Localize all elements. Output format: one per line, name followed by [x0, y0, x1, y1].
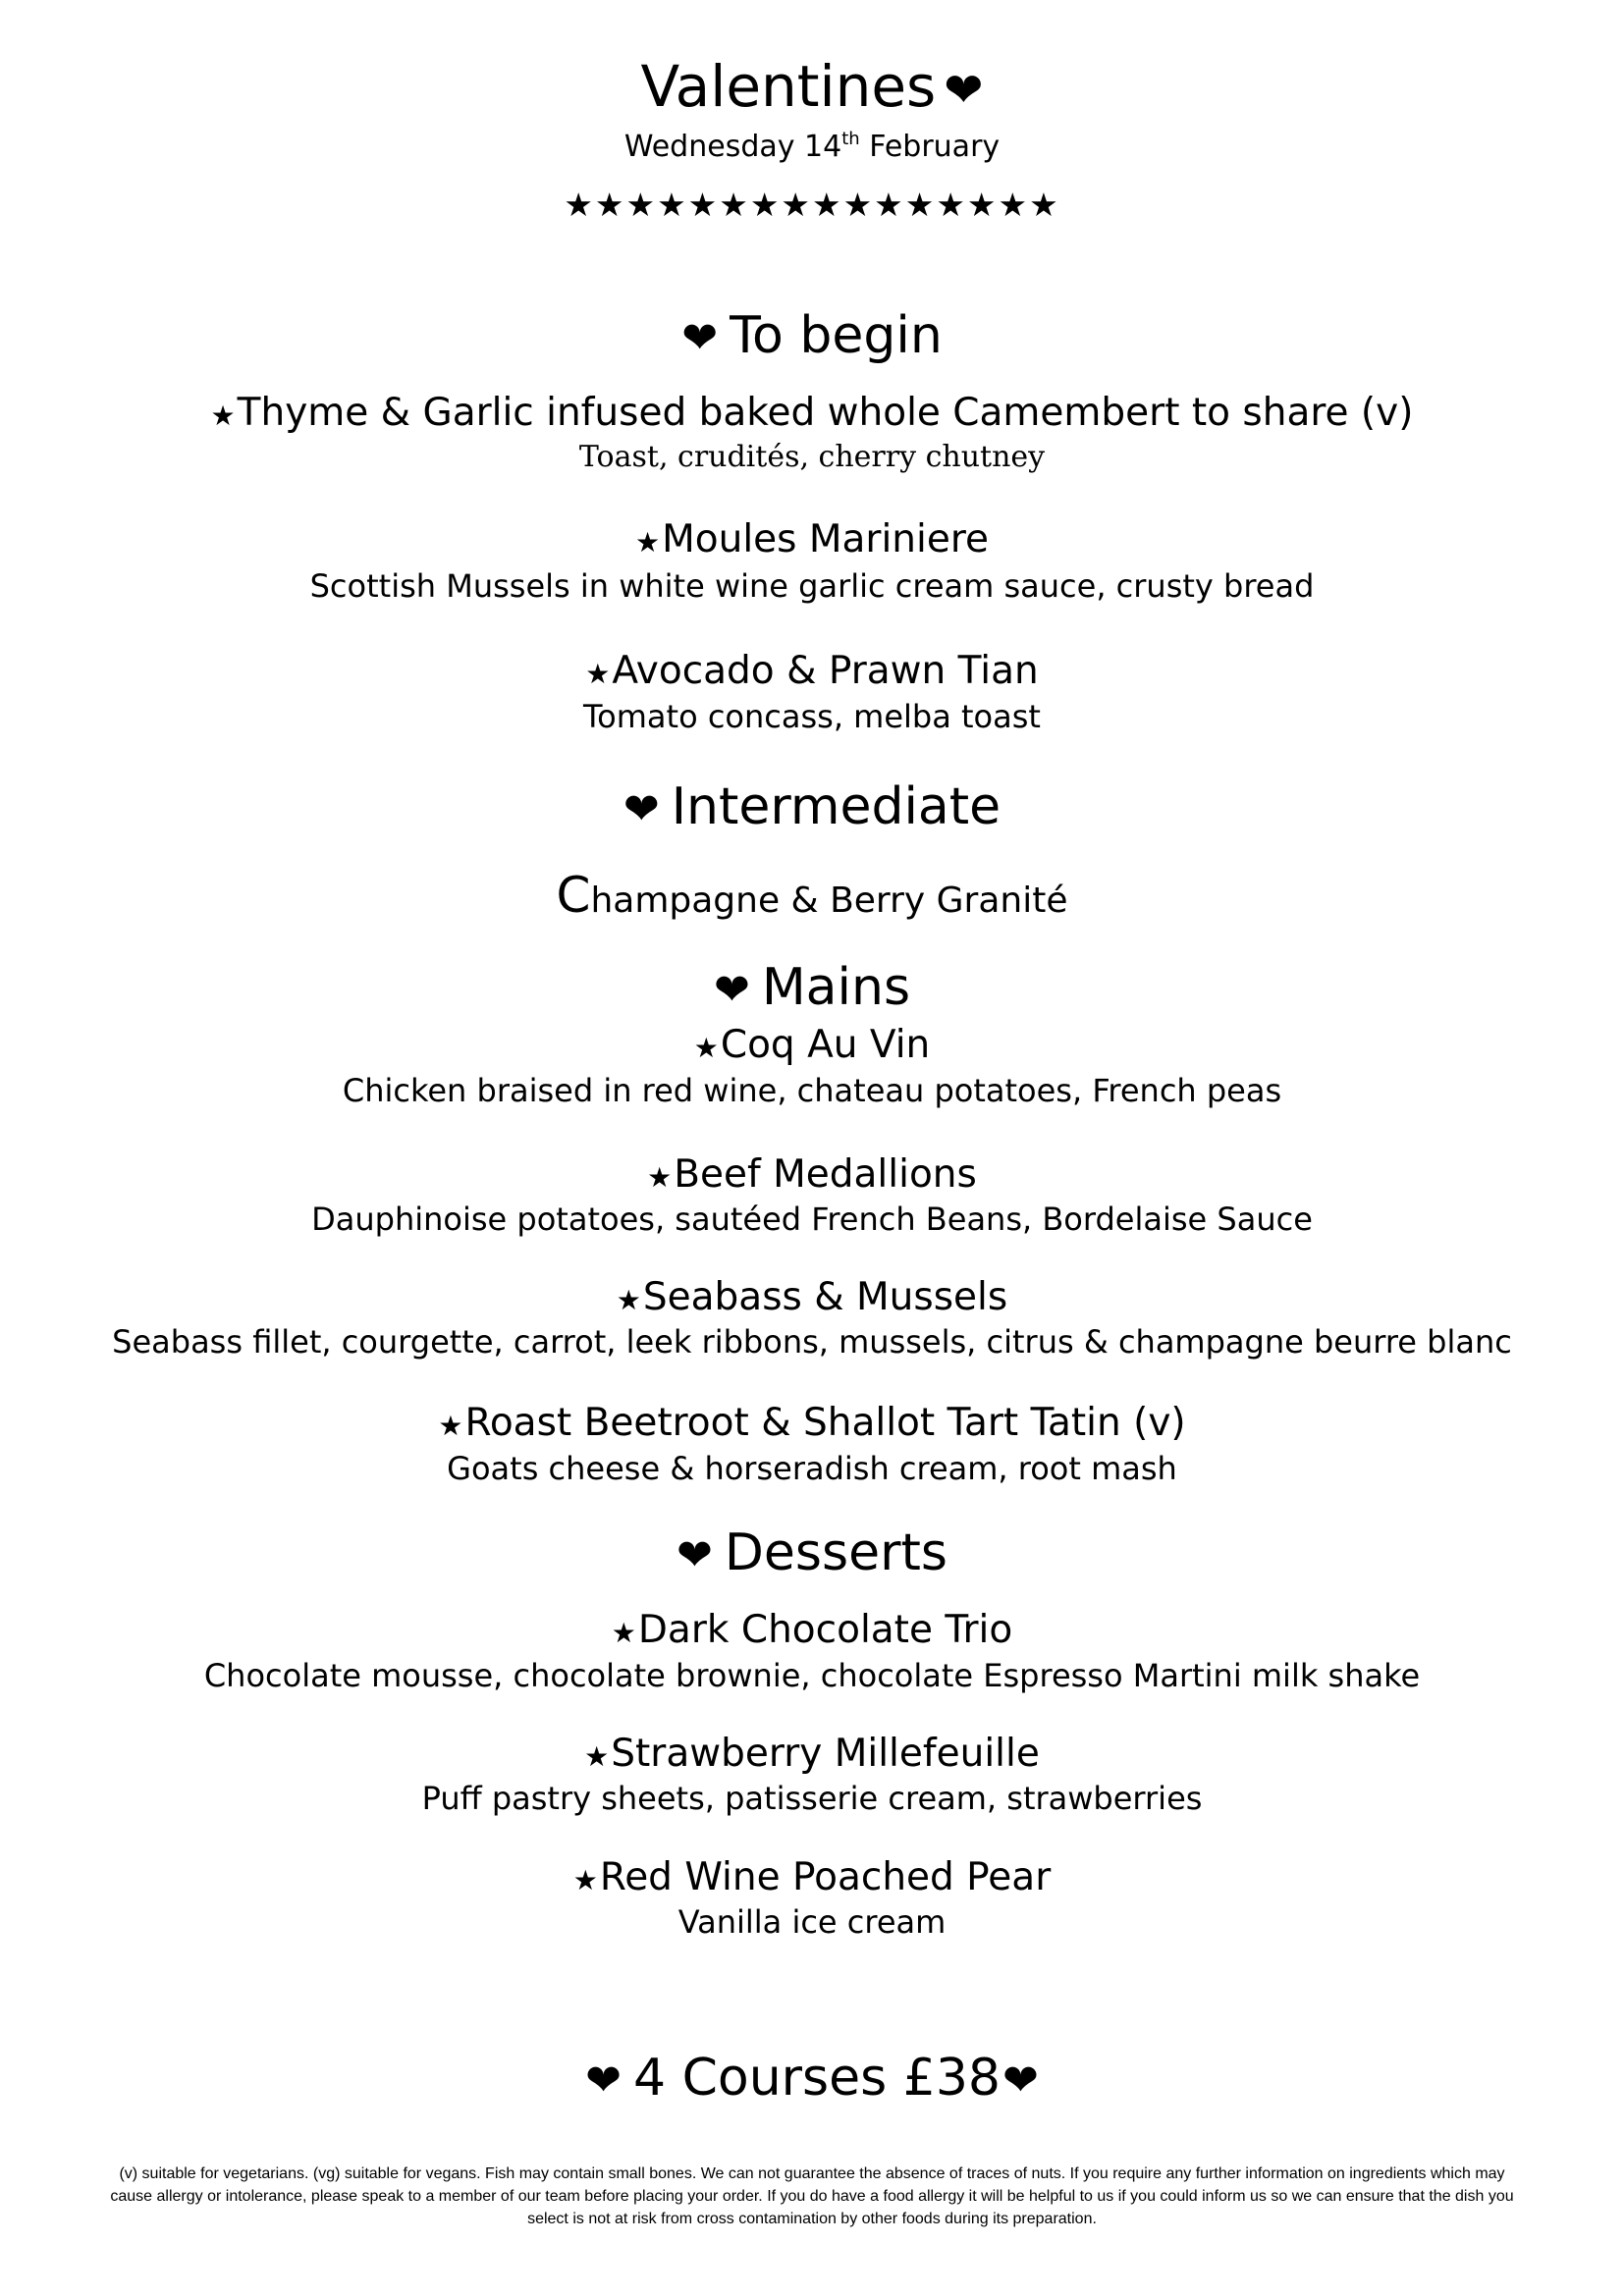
star-divider: ★★★★★★★★★★★★★★★★ [564, 186, 1060, 224]
section-heading-mains [0, 956, 1624, 1022]
dish-name-text: Moules Mariniere [662, 517, 990, 561]
section-title: Mains [761, 958, 911, 1017]
price-text: 4 Courses £38 [632, 2049, 1001, 2108]
heart-icon: ❤ [681, 313, 719, 363]
dish-name-text: Beef Medallions [674, 1152, 977, 1197]
allergy-disclaimer: (v) suitable for vegetarians. (vg) suitable for vegans. Fish may contain small bones. We can not guarantee the absence of traces of nuts. If you require any further information on ingredients which may cause allergy or intolerance, please speak to a member of our team before placing your order. If you do have a food allergy it will be helpful to us if you could inform us so we can ensure that the dish you select is not at risk from cross contamination by other foods during its preparation. [110, 2165, 1514, 2227]
star-icon: ★ [616, 1284, 641, 1316]
dish-name [0, 1730, 1624, 1782]
section-heading-intermediate [0, 775, 1624, 841]
star-icon: ★ [693, 1032, 719, 1064]
dish-name-text: Red Wine Poached Pear [599, 1855, 1052, 1899]
section-title: To begin [730, 306, 943, 365]
dish-name-text: Dark Chocolate Trio [637, 1608, 1013, 1652]
dish-description: Tomato concass, melba toast [583, 698, 1041, 735]
dish-name-text: Coq Au Vin [720, 1023, 931, 1067]
star-icon: ★ [585, 658, 611, 690]
dish-name [0, 647, 1624, 699]
section-title: Desserts [724, 1523, 947, 1582]
dish-description: Puff pastry sheets, patisserie cream, strawberries [421, 1780, 1203, 1817]
heart-icon: ❤ [677, 1530, 713, 1580]
heart-icon: ❤ [623, 784, 660, 834]
star-icon: ★ [611, 1617, 636, 1649]
dish-name-text: Thyme & Garlic infused baked whole Camembert to share (v) [237, 391, 1414, 435]
dish-description: Chicken braised in red wine, chateau potatoes, French peas [342, 1072, 1282, 1109]
dish-name [0, 1150, 1624, 1202]
menu-title [0, 51, 1624, 126]
title-text: Valentines [640, 53, 937, 120]
star-icon: ★ [584, 1740, 610, 1773]
star-icon: ★ [438, 1410, 463, 1442]
star-icon: ★ [572, 1864, 598, 1896]
dish-name [0, 515, 1624, 567]
section-heading-to-begin [0, 304, 1624, 370]
dish-description: Toast, crudités, cherry chutney [578, 440, 1046, 474]
dish-name-text: Strawberry Millefeuille [611, 1732, 1040, 1776]
dish-description: Seabass fillet, courgette, carrot, leek ribbons, mussels, citrus & champagne beurre blanc [112, 1323, 1512, 1361]
dish-name [0, 1273, 1624, 1325]
heart-icon: ❤ [944, 63, 984, 118]
dish-name-text: hampagne & Berry Granité [590, 881, 1068, 921]
date-prefix: Wednesday 14 [623, 130, 842, 164]
dish-description: Dauphinoise potatoes, sautéed French Beans, Bordelaise Sauce [311, 1201, 1313, 1238]
heart-icon: ❤ [1002, 2056, 1039, 2106]
dish-name [0, 1021, 1624, 1073]
section-title: Intermediate [671, 777, 1001, 836]
star-icon: ★ [210, 400, 236, 432]
dish-name [0, 1853, 1624, 1905]
heart-icon: ❤ [713, 965, 750, 1015]
star-icon: ★ [634, 526, 661, 559]
dish-name-text: Avocado & Prawn Tian [612, 649, 1039, 693]
date-rest: February [859, 130, 1001, 164]
intermediate-dish [0, 868, 1624, 929]
dish-name [0, 1606, 1624, 1658]
date-ordinal: th [841, 129, 860, 149]
dish-description: Scottish Mussels in white wine garlic cream sauce, crusty bread [309, 567, 1315, 605]
dish-description: Vanilla ice cream [677, 1903, 947, 1941]
heart-icon: ❤ [585, 2056, 622, 2106]
dish-name [0, 389, 1624, 441]
dish-description: Chocolate mousse, chocolate brownie, chocolate Espresso Martini milk shake [203, 1657, 1421, 1694]
dish-description: Goats cheese & horseradish cream, root mash [447, 1450, 1177, 1487]
star-icon: ★ [647, 1161, 673, 1194]
dish-name-text: Roast Beetroot & Shallot Tart Tatin (v) [464, 1401, 1186, 1445]
price-line [0, 2047, 1624, 2112]
dish-initial: C [556, 867, 591, 924]
section-heading-desserts [0, 1522, 1624, 1587]
dish-name-text: Seabass & Mussels [642, 1275, 1008, 1319]
dish-name [0, 1399, 1624, 1451]
event-date [0, 128, 1624, 167]
